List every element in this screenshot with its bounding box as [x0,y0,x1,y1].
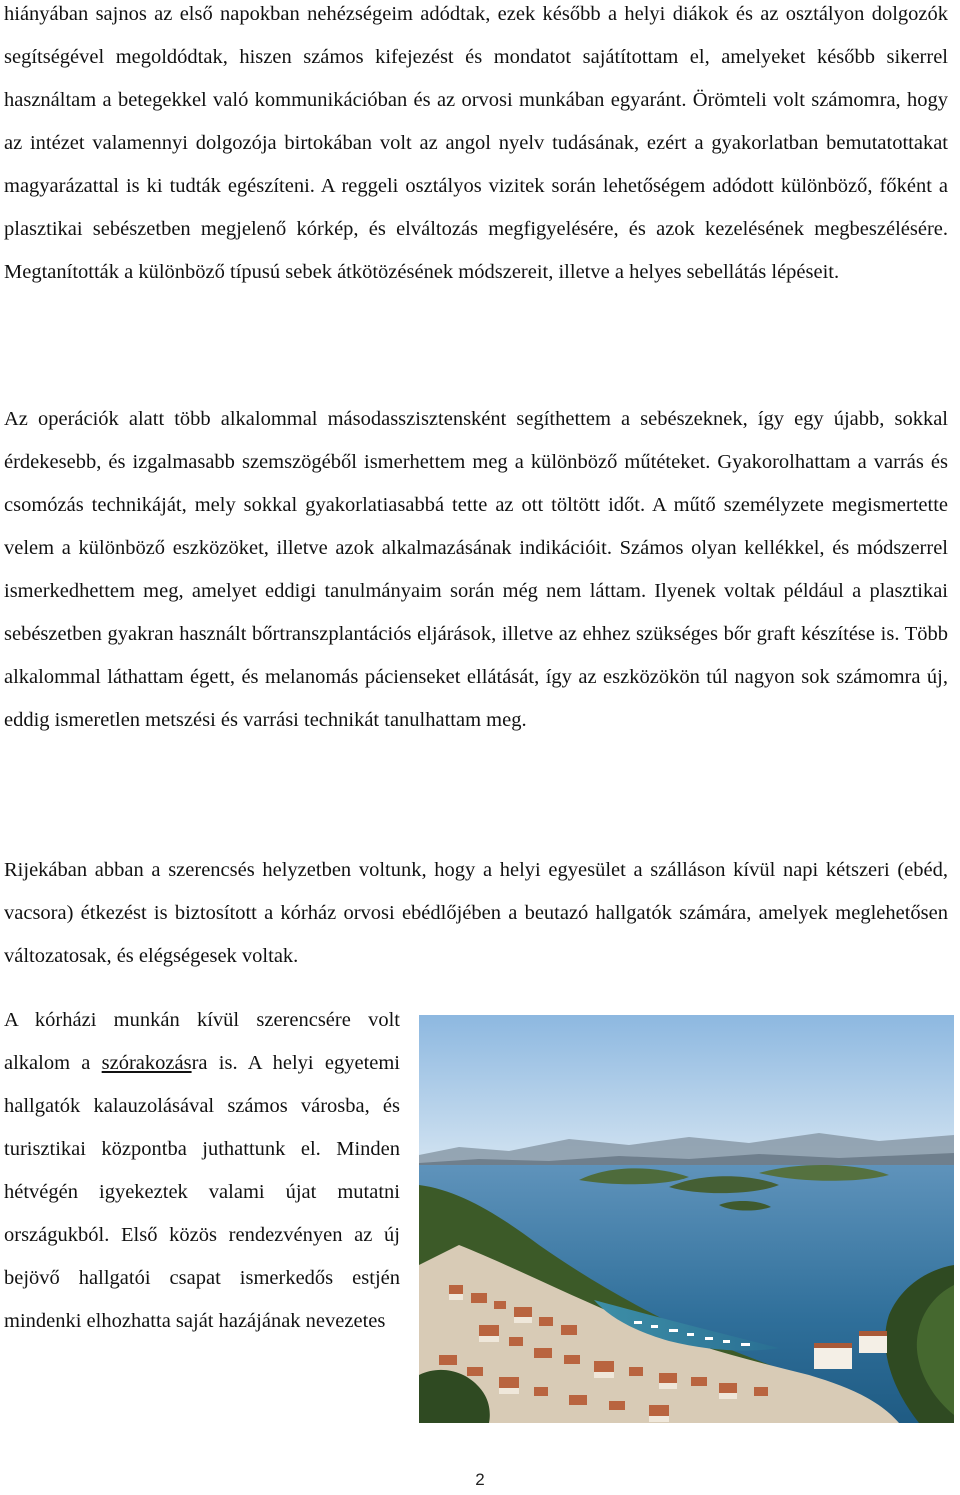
paragraph-free-time [4,999,400,1343]
coastal-town-illustration [419,1015,954,1423]
paragraph-operations: Az operációk alatt több alkalommal másodasszisztensként segíthettem a sebészeknek, így egy újabb, sokkal érdekesebb, és izgalmasabb szemszögéből ismerhettem meg a különböző műtéteket. Gyakorolhattam a varrás és csomózás technikáját, mely sokkal gyakorlatiasabbá tette az ott töltött időt. A műtő személyzete megismertette velem a különböző eszközöket, illetve azok alkalmazásának indikációit. Számos olyan kellékkel, és módszerrel ismerkedhettem meg, amelyet eddigi tanulmányaim során még nem láttam. Ilyenek voltak például a plasztikai sebészetben gyakran használt bőrtranszplantációs eljárások, illetve az ehhez szükséges bőr graft készítése is. Több alkalommal láthattam égett, és melanomás pácienseket ellátását, így az eszközökön túl nagyon sok számomra új, eddig ismeretlen metszési és varrási technikát tanulhattam meg. [4,408,948,731]
paragraph-free-time-start: A kórházi munkán kívül szerencsére volt alkalom a [4,1009,400,1074]
page-number: 2 [475,1470,485,1489]
paragraph-free-time-rest: ra is. A helyi egyetemi hallgatók kalauzolásával számos városba, és turisztikai központba juthattunk el. Minden hétvégén igyekeztek valami újat mutatni országukból. Első közös rendezvényen az új bejövő hallgatói csapat ismerkedős estjén mindenki elhozhatta saját hazájának nevezetes [4,1052,401,1332]
underlined-word: szórakozás [101,1052,192,1074]
coastal-town-photo [419,1015,954,1423]
paragraph-meals: Rijekában abban a szerencsés helyzetben voltunk, hogy a helyi egyesület a szálláson kívül napi kétszeri (ebéd, vacsora) étkezést is biztosított a kórház orvosi ebédlőjében a beutazó hallgatók számára, amelyek meglehetősen változatosak, és elégségesek voltak. [4,859,948,967]
paragraph-hospital-work: hiányában sajnos az első napokban nehézségeim adódtak, ezek később a helyi diákok és az osztályon dolgozók segítségével megoldódtak, hiszen számos kifejezést és mondatot sajátítottam el, amelyeket később sikerrel használtam a betegekkel való kommunikációban és az orvosi munkában egyaránt. Örömteli volt számomra, hogy az intézet valamennyi dolgozója birtokában volt az angol nyelv tudásának, ezért a gyakorlatban bemutatottakat magyarázattal is ki tudták egészíteni. A reggeli osztályos vizitek során lehetőségem adódott különböző, főként a plasztikai sebészetben megjelenő kórkép, és elváltozás megfigyelésére, és azok kezelésének megbeszélésére. Megtanították a különböző típusú sebek átkötözésének módszereit, illetve a helyes sebellátás lépéseit. [4,3,948,283]
